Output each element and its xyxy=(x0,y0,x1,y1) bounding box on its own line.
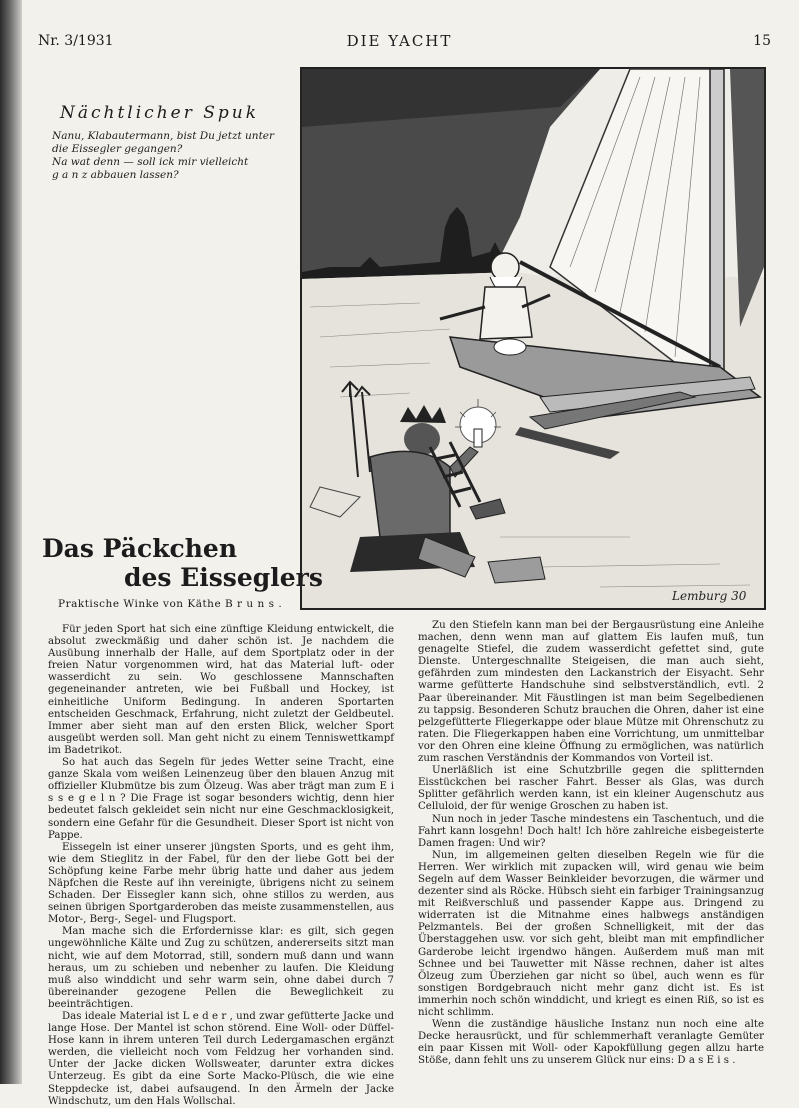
article-column-right xyxy=(418,620,764,1067)
article-title-line1: Das Päckchen xyxy=(42,534,238,563)
cartoon-caption-line: g a n z abbauen lassen? xyxy=(52,169,179,181)
paragraph: Das ideale Material ist L e d e r , und zwar gefütterte Jacke und lange Hose. Der Mantel ist schon störend. Eine Woll- oder Düffel-Hose kann in ihrem unteren Teil durch Ledergamaschen ergänzt werden, die vielleicht noch vom Feldzug her vorhanden sind. Unter der Jacke dicken Wollsweater, darunter extra dickes Unterzeug. Es gibt da eine Sorte Macko-Plüsch, die wie eine Steppdecke ist, dabei aufsaugend. In den Ärmeln der Jacke Windschutz, um den Hals Wollschal. xyxy=(48,1011,394,1107)
paragraph: Wenn die zuständige häusliche Instanz nun noch eine alte Decke herausrückt, und für schlemmerhaft veranlagte Gemüter ein paar Kissen mit Woll- oder Kapokfüllung gegen allzu harte Stöße, dann fehlt uns zu unserem Glück nur eins: D a s E i s . xyxy=(418,1019,764,1067)
magazine-title: DIE YACHT xyxy=(346,32,453,50)
cartoon-caption-line: Na wat denn — soll ick mir vielleicht xyxy=(52,156,249,168)
ice-yacht-cartoon-illustration xyxy=(300,67,766,610)
article-byline: Praktische Winke von Käthe B r u n s . xyxy=(58,598,283,610)
paragraph: Eissegeln ist einer unserer jüngsten Sports, und es geht ihm, wie dem Stieglitz in der Fabel, für den der liebe Gott bei der Schöpfung keine Farbe mehr übrig hatte und daher aus jedem Näpfchen die Reste auf ihn vereinigte, übrigens nicht zu seinem Schaden. Der Eissegler kann sich, ohne stillos zu werden, aus seinen übrigen Sportgarderoben das meiste zusammenstellen, aus Motor-, Berg-, Segel- und Flugsport. xyxy=(48,841,394,926)
paragraph: Zu den Stiefeln kann man bei der Bergausrüstung eine Anleihe machen, denn wenn man auf glattem Eis laufen muß, tun genagelte Stiefel, die zudem wasserdicht gefettet sind, gute Dienste. Untergeschnallte Steigeisen, die man auch sieht, gefährden zum mindesten den Lackanstrich der Eisyacht. Sehr warme gefütterte Handschuhe sind selbstverständlich, evtl. 2 Paar übereinander. Mit Fäustlingen ist man beim Segelbedienen zu tappsig. Besonderen Schutz brauchen die Ohren, daher ist eine pelzgefütterte Fliegerkappe oder blaue Mütze mit Ohrenschutz zu raten. Die Fliegerkappen haben eine Vorrichtung, um unmittelbar vor den Ohren eine kleine Öffnung zu ermöglichen, was natürlich zum raschen Verständnis der Kommandos von Vorteil ist. xyxy=(418,620,764,765)
book-spine-shadow xyxy=(0,0,22,1084)
paragraph: Nun, im allgemeinen gelten dieselben Regeln wie für die Herren. Wer wirklich mit zupacken will, wird genau wie beim Segeln auf dem Wasser Beinkleider bevorzugen, die wärmer und dezenter sind als Röcke. Hübsch sieht ein farbiger Trainingsanzug mit Reißverschluß und passender Kappe aus. Dringend zu widerraten ist die Mitnahme eines halbwegs anständigen Pelzmantels. Bei der großen Schnelligkeit, mit der das Überstaggehen usw. vor sich geht, bleibt man mit empfindlicher Garderobe leicht irgendwo hängen. Außerdem muß man mit Schnee und bei Tauwetter mit Nässe rechnen, daher ist altes Ölzeug zum Überziehen gar nicht so übel, auch wenn es für sonstigen Bordgebrauch nicht mehr ganz dicht ist. Es ist immerhin noch schön winddicht, und kriegt es einen Riß, so ist es nicht schlimm. xyxy=(418,849,764,1018)
issue-number: Nr. 3/1931 xyxy=(38,33,114,49)
article-title-line2: des Eisseglers xyxy=(124,563,323,592)
article-column-left xyxy=(48,624,394,1108)
paragraph: Für jeden Sport hat sich eine zünftige Kleidung entwickelt, die absolut zweckmäßig und daher schön ist. Je nachdem die Ausübung innerhalb der Halle, auf dem Sportplatz oder in der freien Natur vorgenommen wird, hat das Material luft- oder wasserdicht zu sein. Wo geschlossene Mannschaften gegeneinander antreten, wie bei Fußball und Hockey, ist einheitliche Uniform Bedingung. In anderen Sportarten entscheiden Geschmack, Erfahrung, nicht zuletzt der Geldbeutel. Immer aber sieht man auf den ersten Blick, welcher Sport ausgeübt werden soll. Man geht nicht zu einem Tenniswettkampf im Badetrikot. xyxy=(48,624,394,756)
paragraph: Nun noch in jeder Tasche mindestens ein Taschentuch, und die Fahrt kann losgehn! Doch halt! Ich höre zahlreiche eisbegeisterte Damen fragen: Und wir? xyxy=(418,813,764,849)
paragraph: Man mache sich die Erfordernisse klar: es gilt, sich gegen ungewöhnliche Kälte und Zug zu schützen, andererseits sitzt man nicht, wie auf dem Motorrad, still, sondern muß dann und wann heraus, um zu schieben und nebenher zu laufen. Die Kleidung muß also winddicht und sehr warm sein, ohne dabei durch 7 übereinander gezogene Pellen die Beweglichkeit zu beeinträchtigen. xyxy=(48,926,394,1010)
page-number: 15 xyxy=(753,33,771,49)
paragraph: Unerläßlich ist eine Schutzbrille gegen die splitternden Eisstückchen bei rascher Fahrt. Besser als Glas, was durch Splitter gefährlich werden kann, ist ein kleiner Augenschutz aus Celluloid, der für wenige Groschen zu haben ist. xyxy=(418,765,764,813)
cartoon-caption-line: Nanu, Klabautermann, bist Du jetzt unter xyxy=(52,130,275,142)
cartoon-caption-line: die Eissegler gegangen? xyxy=(52,143,183,155)
artist-signature: Lemburg 30 xyxy=(672,589,747,603)
cartoon-title: Nächtlicher Spuk xyxy=(60,103,260,123)
paragraph: So hat auch das Segeln für jedes Wetter seine Tracht, eine ganze Skala vom weißen Leinenzeug über den blauen Anzug mit offizieller Klubmütze bis zum Ölzeug. Was aber trägt man zum E i s s e g e l n ? Die Frage ist sogar besonders wichtig, denn hier bedeutet falsch gekleidet sein nicht nur eine Geschmacklosigkeit, sondern eine Gefahr für die Gesundheit. Dieser Sport ist nicht von Pappe. xyxy=(48,757,394,841)
